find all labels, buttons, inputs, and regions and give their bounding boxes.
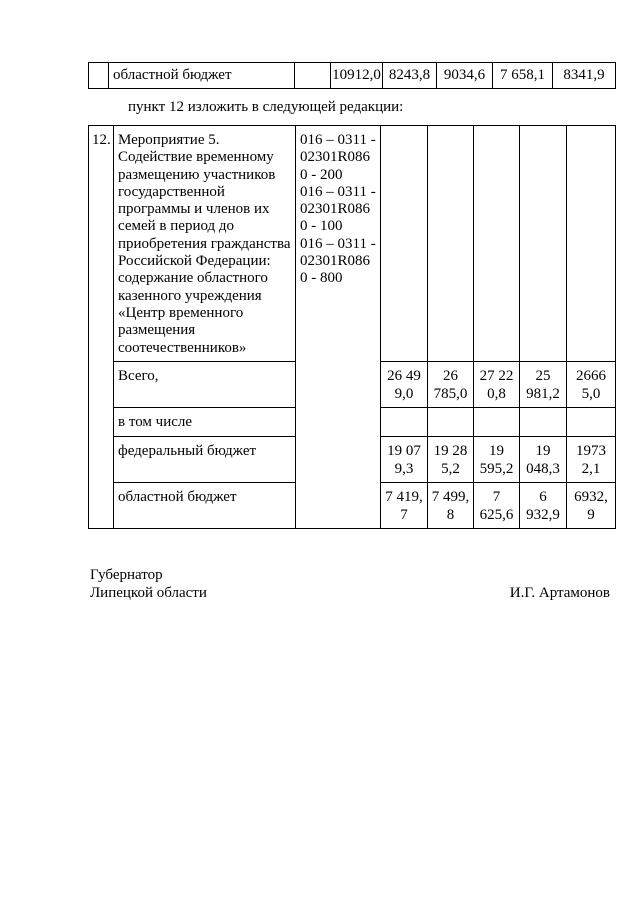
- value-cell: [520, 126, 567, 362]
- value-cell: 6 932,9: [520, 483, 567, 529]
- value-cell: [428, 126, 474, 362]
- value-cell: 6932, 9: [567, 483, 616, 529]
- item-number: 12.: [89, 126, 114, 529]
- value-cell: 19 07 9,3: [381, 437, 428, 483]
- value-cell: 7 658,1: [493, 63, 553, 89]
- value-cell: 19 595,2: [474, 437, 520, 483]
- value-cell: 19 28 5,2: [428, 437, 474, 483]
- row-label: областной бюджет: [114, 483, 296, 529]
- value-cell: [428, 408, 474, 437]
- row-label: Всего,: [114, 362, 296, 408]
- item-description: Мероприятие 5. Содействие временному размещению участников государственной программы и членов их семей в период до приобретения гражданства Российской Федерации: содержание областного казенного учреждения «Центр временного размещения соотечественников»: [114, 126, 296, 362]
- code-cell: [295, 63, 331, 89]
- item-12-table: [88, 125, 616, 529]
- instruction-text: пункт 12 изложить в следующей редакции:: [128, 99, 404, 115]
- value-cell: [474, 126, 520, 362]
- row-label: областной бюджет: [109, 63, 295, 89]
- value-cell: 19 048,3: [520, 437, 567, 483]
- value-cell: [567, 126, 616, 362]
- value-cell: 8243,8: [383, 63, 437, 89]
- budget-codes: 016 – 0311 - 02301R086 0 - 200 016 – 0311 - 02301R086 0 - 100 016 – 0311 - 02301R086 0 - 800: [296, 126, 381, 529]
- value-cell: 1973 2,1: [567, 437, 616, 483]
- value-cell: 7 419, 7: [381, 483, 428, 529]
- value-cell: [381, 408, 428, 437]
- value-cell: 9034,6: [437, 63, 493, 89]
- value-cell: [567, 408, 616, 437]
- value-cell: 10912,0: [331, 63, 383, 89]
- value-cell: 27 22 0,8: [474, 362, 520, 408]
- row-number-cell: [89, 63, 109, 89]
- value-cell: 8341,9: [553, 63, 616, 89]
- value-cell: 26 785,0: [428, 362, 474, 408]
- value-cell: [381, 126, 428, 362]
- value-cell: 25 981,2: [520, 362, 567, 408]
- value-cell: 7 625,6: [474, 483, 520, 529]
- row-label: федеральный бюджет: [114, 437, 296, 483]
- signatory-name: И.Г. Артамонов: [509, 585, 610, 601]
- signatory-title-line2: Липецкой области: [90, 585, 207, 601]
- table-row: [89, 63, 616, 89]
- previous-row-table: [88, 62, 616, 89]
- value-cell: 26 49 9,0: [381, 362, 428, 408]
- table-row: [89, 126, 616, 362]
- value-cell: [520, 408, 567, 437]
- signatory-title-line1: Губернатор: [90, 567, 163, 583]
- value-cell: 2666 5,0: [567, 362, 616, 408]
- value-cell: 7 499, 8: [428, 483, 474, 529]
- value-cell: [474, 408, 520, 437]
- row-label: в том числе: [114, 408, 296, 437]
